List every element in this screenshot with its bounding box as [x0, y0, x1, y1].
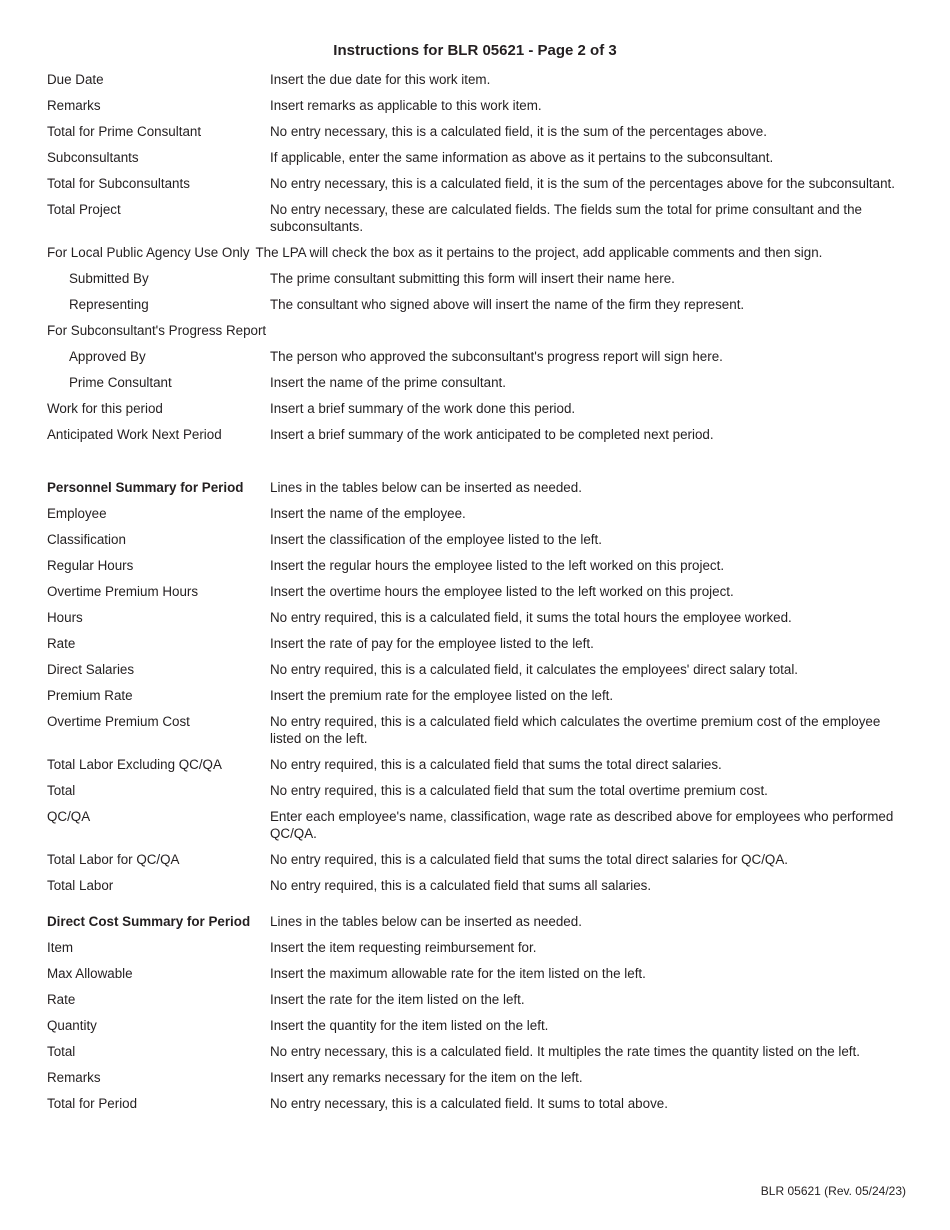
personnel-summary-section: [47, 479, 907, 903]
definition: Insert remarks as applicable to this work item.: [270, 98, 542, 113]
term: Premium Rate: [47, 688, 133, 703]
term: Direct Salaries: [47, 662, 135, 677]
instruction-row-submitted-by: [47, 270, 907, 287]
instruction-row-classification: [47, 531, 907, 548]
definition: If applicable, enter the same information as above as it pertains to the subconsultant.: [270, 150, 774, 165]
definition: Insert the regular hours the employee listed to the left worked on this project.: [270, 558, 725, 573]
term: Approved By: [69, 349, 146, 364]
instruction-row-subconsultants: [47, 149, 907, 166]
term: Anticipated Work Next Period: [47, 427, 222, 442]
term: Hours: [47, 610, 83, 625]
definition: No entry required, this is a calculated field, it calculates the employees' direct salary total.: [270, 662, 799, 677]
instruction-row-prime-consultant: [47, 374, 907, 391]
instruction-row-remarks: [47, 97, 907, 114]
term: Total for Period: [47, 1096, 138, 1111]
term: Max Allowable: [47, 966, 133, 981]
instruction-row-quantity: [47, 1017, 907, 1034]
instruction-row-total-project: [47, 201, 907, 235]
term: Remarks: [47, 1070, 101, 1085]
definition: No entry necessary, this is a calculated field, it is the sum of the percentages above for the subconsultant.: [270, 176, 895, 191]
instruction-row-total-labor-qcqa: [47, 851, 907, 868]
term: Due Date: [47, 72, 104, 87]
definition: No entry necessary, this is a calculated field, it is the sum of the percentages above.: [270, 124, 767, 139]
term: Classification: [47, 532, 126, 547]
term: Representing: [69, 297, 149, 312]
definition: Lines in the tables below can be inserted as needed.: [270, 480, 582, 495]
definition: Insert the due date for this work item.: [270, 72, 491, 87]
instruction-row-approved-by: [47, 348, 907, 365]
term: Rate: [47, 636, 76, 651]
instruction-row-direct-salaries: [47, 661, 907, 678]
term: Total: [47, 1044, 76, 1059]
definition: No entry required, this is a calculated field that sum the total overtime premium cost.: [270, 783, 768, 798]
definition: The prime consultant submitting this form will insert their name here.: [270, 271, 675, 286]
instruction-row-due-date: [47, 71, 907, 88]
term: Subconsultants: [47, 150, 139, 165]
section-heading: Personnel Summary for Period: [47, 480, 244, 495]
definition: Insert a brief summary of the work anticipated to be completed next period.: [270, 427, 714, 442]
term: Work for this period: [47, 401, 163, 416]
definition: Insert any remarks necessary for the item on the left.: [270, 1070, 583, 1085]
term: Quantity: [47, 1018, 97, 1033]
instruction-row-lpa-use: [47, 244, 907, 261]
instruction-row-hours: [47, 609, 907, 626]
definition: Insert the name of the employee.: [270, 506, 466, 521]
definition: No entry required, this is a calculated field which calculates the overtime premium cost of the employee listed on the left.: [270, 714, 881, 746]
term: Prime Consultant: [69, 375, 172, 390]
term: Total Labor Excluding QC/QA: [47, 757, 222, 772]
term: Overtime Premium Cost: [47, 714, 190, 729]
page-title: Instructions for BLR 05621 - Page 2 of 3: [333, 42, 617, 59]
instruction-row-rate: [47, 991, 907, 1008]
definition: The consultant who signed above will insert the name of the firm they represent.: [270, 297, 745, 312]
term: Item: [47, 940, 74, 955]
definition: [270, 322, 907, 339]
section-heading-row: [47, 913, 907, 930]
instruction-row-total-labor-excl: [47, 756, 907, 773]
definition: Insert the maximum allowable rate for the item listed on the left.: [270, 966, 646, 981]
term: Total Labor for QC/QA: [47, 852, 180, 867]
section-heading: Direct Cost Summary for Period: [47, 914, 251, 929]
definition: Lines in the tables below can be inserted as needed.: [270, 914, 582, 929]
direct-cost-summary-section: [47, 913, 907, 1121]
definition: Enter each employee's name, classification, wage rate as described above for employees who performed QC/QA.: [270, 809, 894, 841]
instruction-row-employee: [47, 505, 907, 522]
instruction-row-representing: [47, 296, 907, 313]
instruction-row-overtime-hours: [47, 583, 907, 600]
instruction-row-qcqa: [47, 808, 907, 842]
definition: The person who approved the subconsultant's progress report will sign here.: [270, 349, 723, 364]
section-heading-row: [47, 479, 907, 496]
definition: The LPA will check the box as it pertains to the project, add applicable comments and then sign.: [255, 245, 823, 260]
definition: Insert the name of the prime consultant.: [270, 375, 506, 390]
instruction-row-max-allowable: [47, 965, 907, 982]
definition: Insert the rate of pay for the employee listed to the left.: [270, 636, 594, 651]
definition: No entry required, this is a calculated field that sums the total direct salaries for QC/QA.: [270, 852, 788, 867]
definition: Insert the quantity for the item listed on the left.: [270, 1018, 549, 1033]
definition: No entry necessary, this is a calculated field. It multiples the rate times the quantity listed on the left.: [270, 1044, 860, 1059]
instruction-row-premium-rate: [47, 687, 907, 704]
instruction-row-total-subconsultants: [47, 175, 907, 192]
instruction-row-total-for-period: [47, 1095, 907, 1112]
term: For Subconsultant's Progress Report: [47, 323, 267, 338]
term: Regular Hours: [47, 558, 134, 573]
term: Total for Prime Consultant: [47, 124, 202, 139]
instruction-row-total: [47, 782, 907, 799]
instruction-row-total: [47, 1043, 907, 1060]
form-revision-footer: BLR 05621 (Rev. 05/24/23): [760, 1184, 906, 1198]
instruction-row-rate: [47, 635, 907, 652]
instruction-row-anticipated-work: [47, 426, 907, 443]
instruction-row-work-this-period: [47, 400, 907, 417]
definition: No entry required, this is a calculated field that sums all salaries.: [270, 878, 652, 893]
term: Total Labor: [47, 878, 114, 893]
definition: Insert the rate for the item listed on the left.: [270, 992, 525, 1007]
term: Overtime Premium Hours: [47, 584, 199, 599]
instruction-row-item: [47, 939, 907, 956]
definition: Insert the item requesting reimbursement for.: [270, 940, 537, 955]
instruction-row-subconsultant-progress: [47, 322, 907, 339]
instruction-row-overtime-cost: [47, 713, 907, 747]
definition: No entry required, this is a calculated field, it sums the total hours the employee worked.: [270, 610, 792, 625]
definition: Insert the classification of the employee listed to the left.: [270, 532, 602, 547]
term: For Local Public Agency Use Only: [47, 245, 250, 260]
term: Total Project: [47, 202, 121, 217]
term: Submitted By: [69, 271, 149, 286]
general-fields-section: [47, 71, 907, 452]
definition: No entry required, this is a calculated field that sums the total direct salaries.: [270, 757, 722, 772]
definition: Insert a brief summary of the work done this period.: [270, 401, 576, 416]
instruction-row-regular-hours: [47, 557, 907, 574]
instruction-row-total-labor: [47, 877, 907, 894]
definition: Insert the premium rate for the employee listed on the left.: [270, 688, 614, 703]
term: Total for Subconsultants: [47, 176, 190, 191]
term: Remarks: [47, 98, 101, 113]
term: QC/QA: [47, 809, 91, 824]
instruction-row-total-prime: [47, 123, 907, 140]
term: Total: [47, 783, 76, 798]
definition: Insert the overtime hours the employee listed to the left worked on this project.: [270, 584, 734, 599]
instruction-row-remarks: [47, 1069, 907, 1086]
definition: No entry necessary, this is a calculated field. It sums to total above.: [270, 1096, 668, 1111]
term: Employee: [47, 506, 107, 521]
definition: No entry necessary, these are calculated fields. The fields sum the total for prime consultant and the subconsultants.: [270, 202, 862, 234]
term: Rate: [47, 992, 76, 1007]
